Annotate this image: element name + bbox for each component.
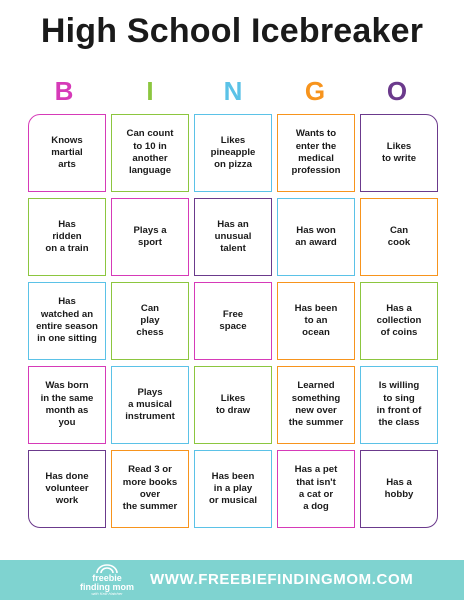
bingo-letter-o: O xyxy=(386,76,408,106)
cell-text: Has won an award xyxy=(295,224,337,248)
cell-text: Has done volunteer work xyxy=(45,470,89,507)
cell-text: Has an unusual talent xyxy=(214,218,252,255)
cell-text: Has a collection of coins xyxy=(376,302,422,339)
bingo-cell xyxy=(28,450,106,528)
bingo-cell xyxy=(111,366,189,444)
cell-text: Has watched an entire season in one sitting xyxy=(36,296,98,345)
logo-tagline: with Kelli Hatcher xyxy=(91,591,123,596)
website-url: WWW.FREEBIEFINDINGMOM.COM xyxy=(150,571,414,588)
bingo-cell xyxy=(28,198,106,276)
page-title: High School Icebreaker xyxy=(40,12,424,50)
cell-text: Is willing to sing in front of the class xyxy=(376,380,422,429)
freebie-finding-mom-logo xyxy=(72,564,142,596)
bingo-cell xyxy=(277,366,355,444)
free-space-cell xyxy=(194,282,272,360)
bingo-cell xyxy=(111,114,189,192)
cell-text: Wants to enter the medical profession xyxy=(291,128,341,177)
bingo-cell xyxy=(194,366,272,444)
cell-text: Can count to 10 in another language xyxy=(126,128,174,177)
bingo-cell xyxy=(277,282,355,360)
bingo-letter-g: G xyxy=(304,76,326,106)
cell-text: Has a pet that isn't a cat or a dog xyxy=(294,464,338,513)
bingo-cell xyxy=(194,114,272,192)
bingo-cell xyxy=(194,198,272,276)
cell-text: Likes pineapple on pizza xyxy=(210,134,256,171)
bingo-letter-i: I xyxy=(146,76,154,106)
bingo-cell xyxy=(111,198,189,276)
cell-text: Learned something new over the summer xyxy=(288,380,344,429)
bingo-letter-n: N xyxy=(223,76,243,106)
cell-text: Plays a sport xyxy=(133,224,167,248)
bingo-cell xyxy=(28,282,106,360)
logo-text-line1: freebie xyxy=(92,573,122,583)
bingo-cell xyxy=(277,450,355,528)
bingo-header xyxy=(24,76,448,106)
bingo-cell xyxy=(360,450,438,528)
bingo-grid xyxy=(28,114,436,528)
cell-text: Has been in a play or musical xyxy=(209,470,257,507)
bingo-cell xyxy=(360,366,438,444)
bingo-cell xyxy=(277,114,355,192)
logo-text-line2: finding mom xyxy=(80,582,134,592)
footer-banner xyxy=(0,560,464,600)
bingo-cell xyxy=(360,198,438,276)
cell-text: Likes to write xyxy=(381,140,417,164)
bingo-cell xyxy=(360,282,438,360)
cell-text: Has ridden on a train xyxy=(45,218,89,255)
bingo-cell xyxy=(28,114,106,192)
cell-text: Read 3 or more books over the summer xyxy=(122,464,178,513)
cell-text: Plays a musical instrument xyxy=(125,386,175,423)
cell-text: Likes to draw xyxy=(215,392,251,416)
bingo-cell xyxy=(111,450,189,528)
cell-text: Can play chess xyxy=(136,302,164,339)
cell-text: Was born in the same month as you xyxy=(40,380,94,429)
cell-text: Has been to an ocean xyxy=(294,302,338,339)
cell-text: Knows martial arts xyxy=(51,134,83,171)
cell-text: Can cook xyxy=(387,224,411,248)
bingo-cell xyxy=(111,282,189,360)
bingo-cell xyxy=(28,366,106,444)
bingo-cell xyxy=(360,114,438,192)
cell-text: Free space xyxy=(219,308,247,332)
bingo-letter-b: B xyxy=(54,76,74,106)
bingo-cell xyxy=(277,198,355,276)
bingo-cell xyxy=(194,450,272,528)
rainbow-icon xyxy=(94,563,120,573)
cell-text: Has a hobby xyxy=(384,476,414,500)
